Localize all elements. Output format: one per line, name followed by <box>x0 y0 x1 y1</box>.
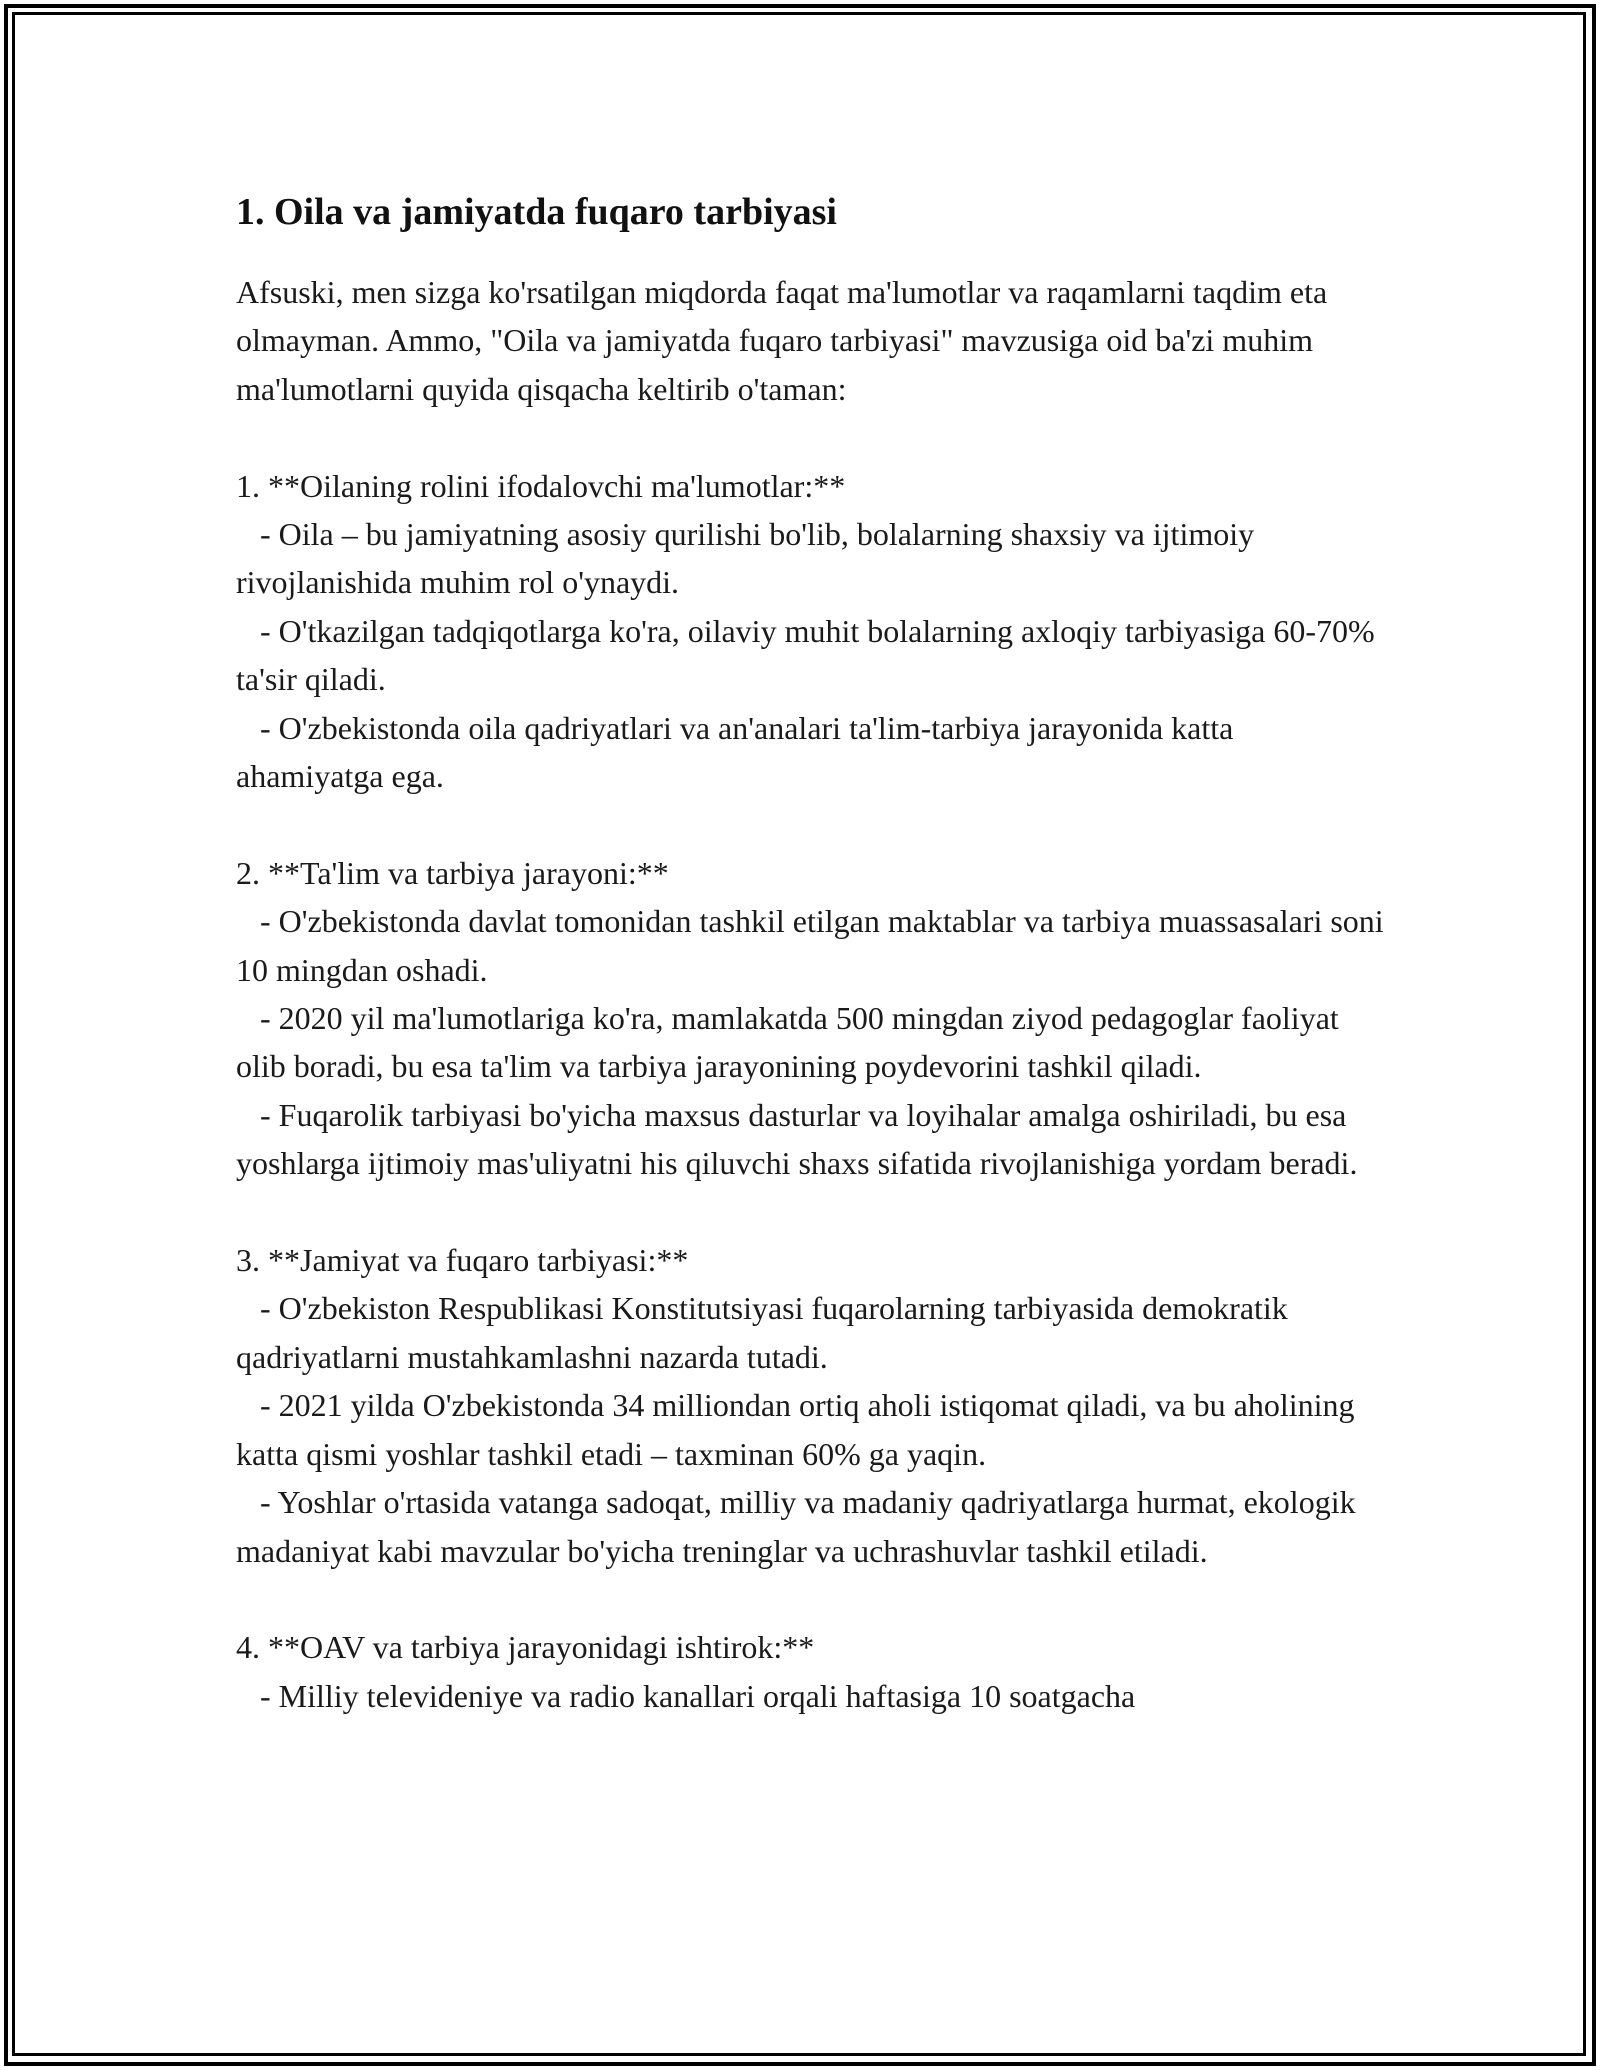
section-2 <box>236 849 1392 1188</box>
list-item-text: O'zbekistonda oila qadriyatlari va an'analari ta'lim-tarbiya jarayonida katta ahamiyatga ega. <box>236 709 1242 795</box>
bullet-prefix: - <box>236 1677 279 1714</box>
section-heading: 4. **OAV va tarbiya jarayonidagi ishtirok:** <box>236 1629 815 1666</box>
list-item <box>236 1284 1386 1381</box>
list-item-text: O'zbekiston Respublikasi Konstitutsiyasi fuqarolarning tarbiyasida demokratik qadriyatlarni mustahkamlashni nazarda tutadi. <box>236 1290 1296 1375</box>
list-item <box>236 1672 1386 1720</box>
list-item <box>236 510 1386 607</box>
section-3 <box>236 1236 1386 1575</box>
list-item-text: Milliy televideniye va radio kanallari orqali haftasiga 10 soatgacha <box>278 1677 1136 1714</box>
document-body <box>236 186 1392 1720</box>
section-1 <box>236 462 1386 801</box>
list-item-text: O'tkazilgan tadqiqotlarga ko'ra, oilaviy muhit bolalarning axloqiy tarbiyasiga 60-70% ta'sir qiladi. <box>236 612 1383 698</box>
section-heading: 2. **Ta'lim va tarbiya jarayoni:** <box>236 854 669 891</box>
bullet-prefix: - <box>236 1290 279 1327</box>
bullet-prefix: - <box>236 1096 279 1133</box>
list-item-text: Oila – bu jamiyatning asosiy qurilishi bo'lib, bolalarning shaxsiy va ijtimoiy rivojlanishida muhim rol o'ynaydi. <box>236 516 1263 601</box>
section-4 <box>236 1623 1386 1720</box>
bullet-prefix: - <box>236 1000 279 1037</box>
list-item <box>236 1381 1386 1478</box>
list-item <box>236 704 1386 801</box>
intro-paragraph: Afsuski, men sizga ko'rsatilgan miqdorda faqat ma'lumotlar va raqamlarni taqdim eta olmayman. Ammo, "Oila va jamiyatda fuqaro tarbiyasi" mavzusiga oid ba'zi muhim ma'lumotlarni quyida qisqacha keltirib o'taman: <box>236 274 1336 407</box>
bullet-prefix: - <box>236 1484 278 1521</box>
list-item-text: Fuqarolik tarbiyasi bo'yicha maxsus dasturlar va loyihalar amalga oshiriladi, bu esa yoshlarga ijtimoiy mas'uliyatni his qiluvchi shaxs sifatida rivojlanishiga yordam beradi. <box>236 1096 1358 1182</box>
list-item <box>236 994 1386 1091</box>
list-item-text: Yoshlar o'rtasida vatanga sadoqat, milliy va madaniy qadriyatlarga hurmat, ekologik madaniyat kabi mavzular bo'yicha treninglar va uchrashuvlar tashkil etiladi. <box>236 1484 1364 1569</box>
list-item-text: 2021 yilda O'zbekistonda 34 milliondan ortiq aholi istiqomat qiladi, va bu aholining katta qismi yoshlar tashkil etadi – taxminan 60% ga yaqin. <box>236 1387 1363 1472</box>
bullet-prefix: - <box>236 903 279 940</box>
list-item <box>236 897 1392 994</box>
section-heading: 3. **Jamiyat va fuqaro tarbiyasi:** <box>236 1242 689 1279</box>
list-item-text: O'zbekistonda davlat tomonidan tashkil etilgan maktablar va tarbiya muassasalari soni 10 mingdan oshadi. <box>236 903 1392 988</box>
list-item-text: 2020 yil ma'lumotlariga ko'ra, mamlakatda 500 mingdan ziyod pedagoglar faoliyat olib boradi, bu esa ta'lim va tarbiya jarayonining poydevorini tashkil qiladi. <box>236 1000 1347 1085</box>
list-item <box>236 1091 1386 1188</box>
bullet-prefix: - <box>236 709 279 746</box>
bullet-prefix: - <box>236 516 279 553</box>
bullet-prefix: - <box>236 1387 279 1424</box>
list-item <box>236 607 1386 704</box>
document-title: 1. Oila va jamiyatda fuqaro tarbiyasi <box>236 191 837 233</box>
list-item <box>236 1478 1386 1575</box>
bullet-prefix: - <box>236 612 279 649</box>
section-heading: 1. **Oilaning rolini ifodalovchi ma'lumotlar:** <box>236 467 846 504</box>
